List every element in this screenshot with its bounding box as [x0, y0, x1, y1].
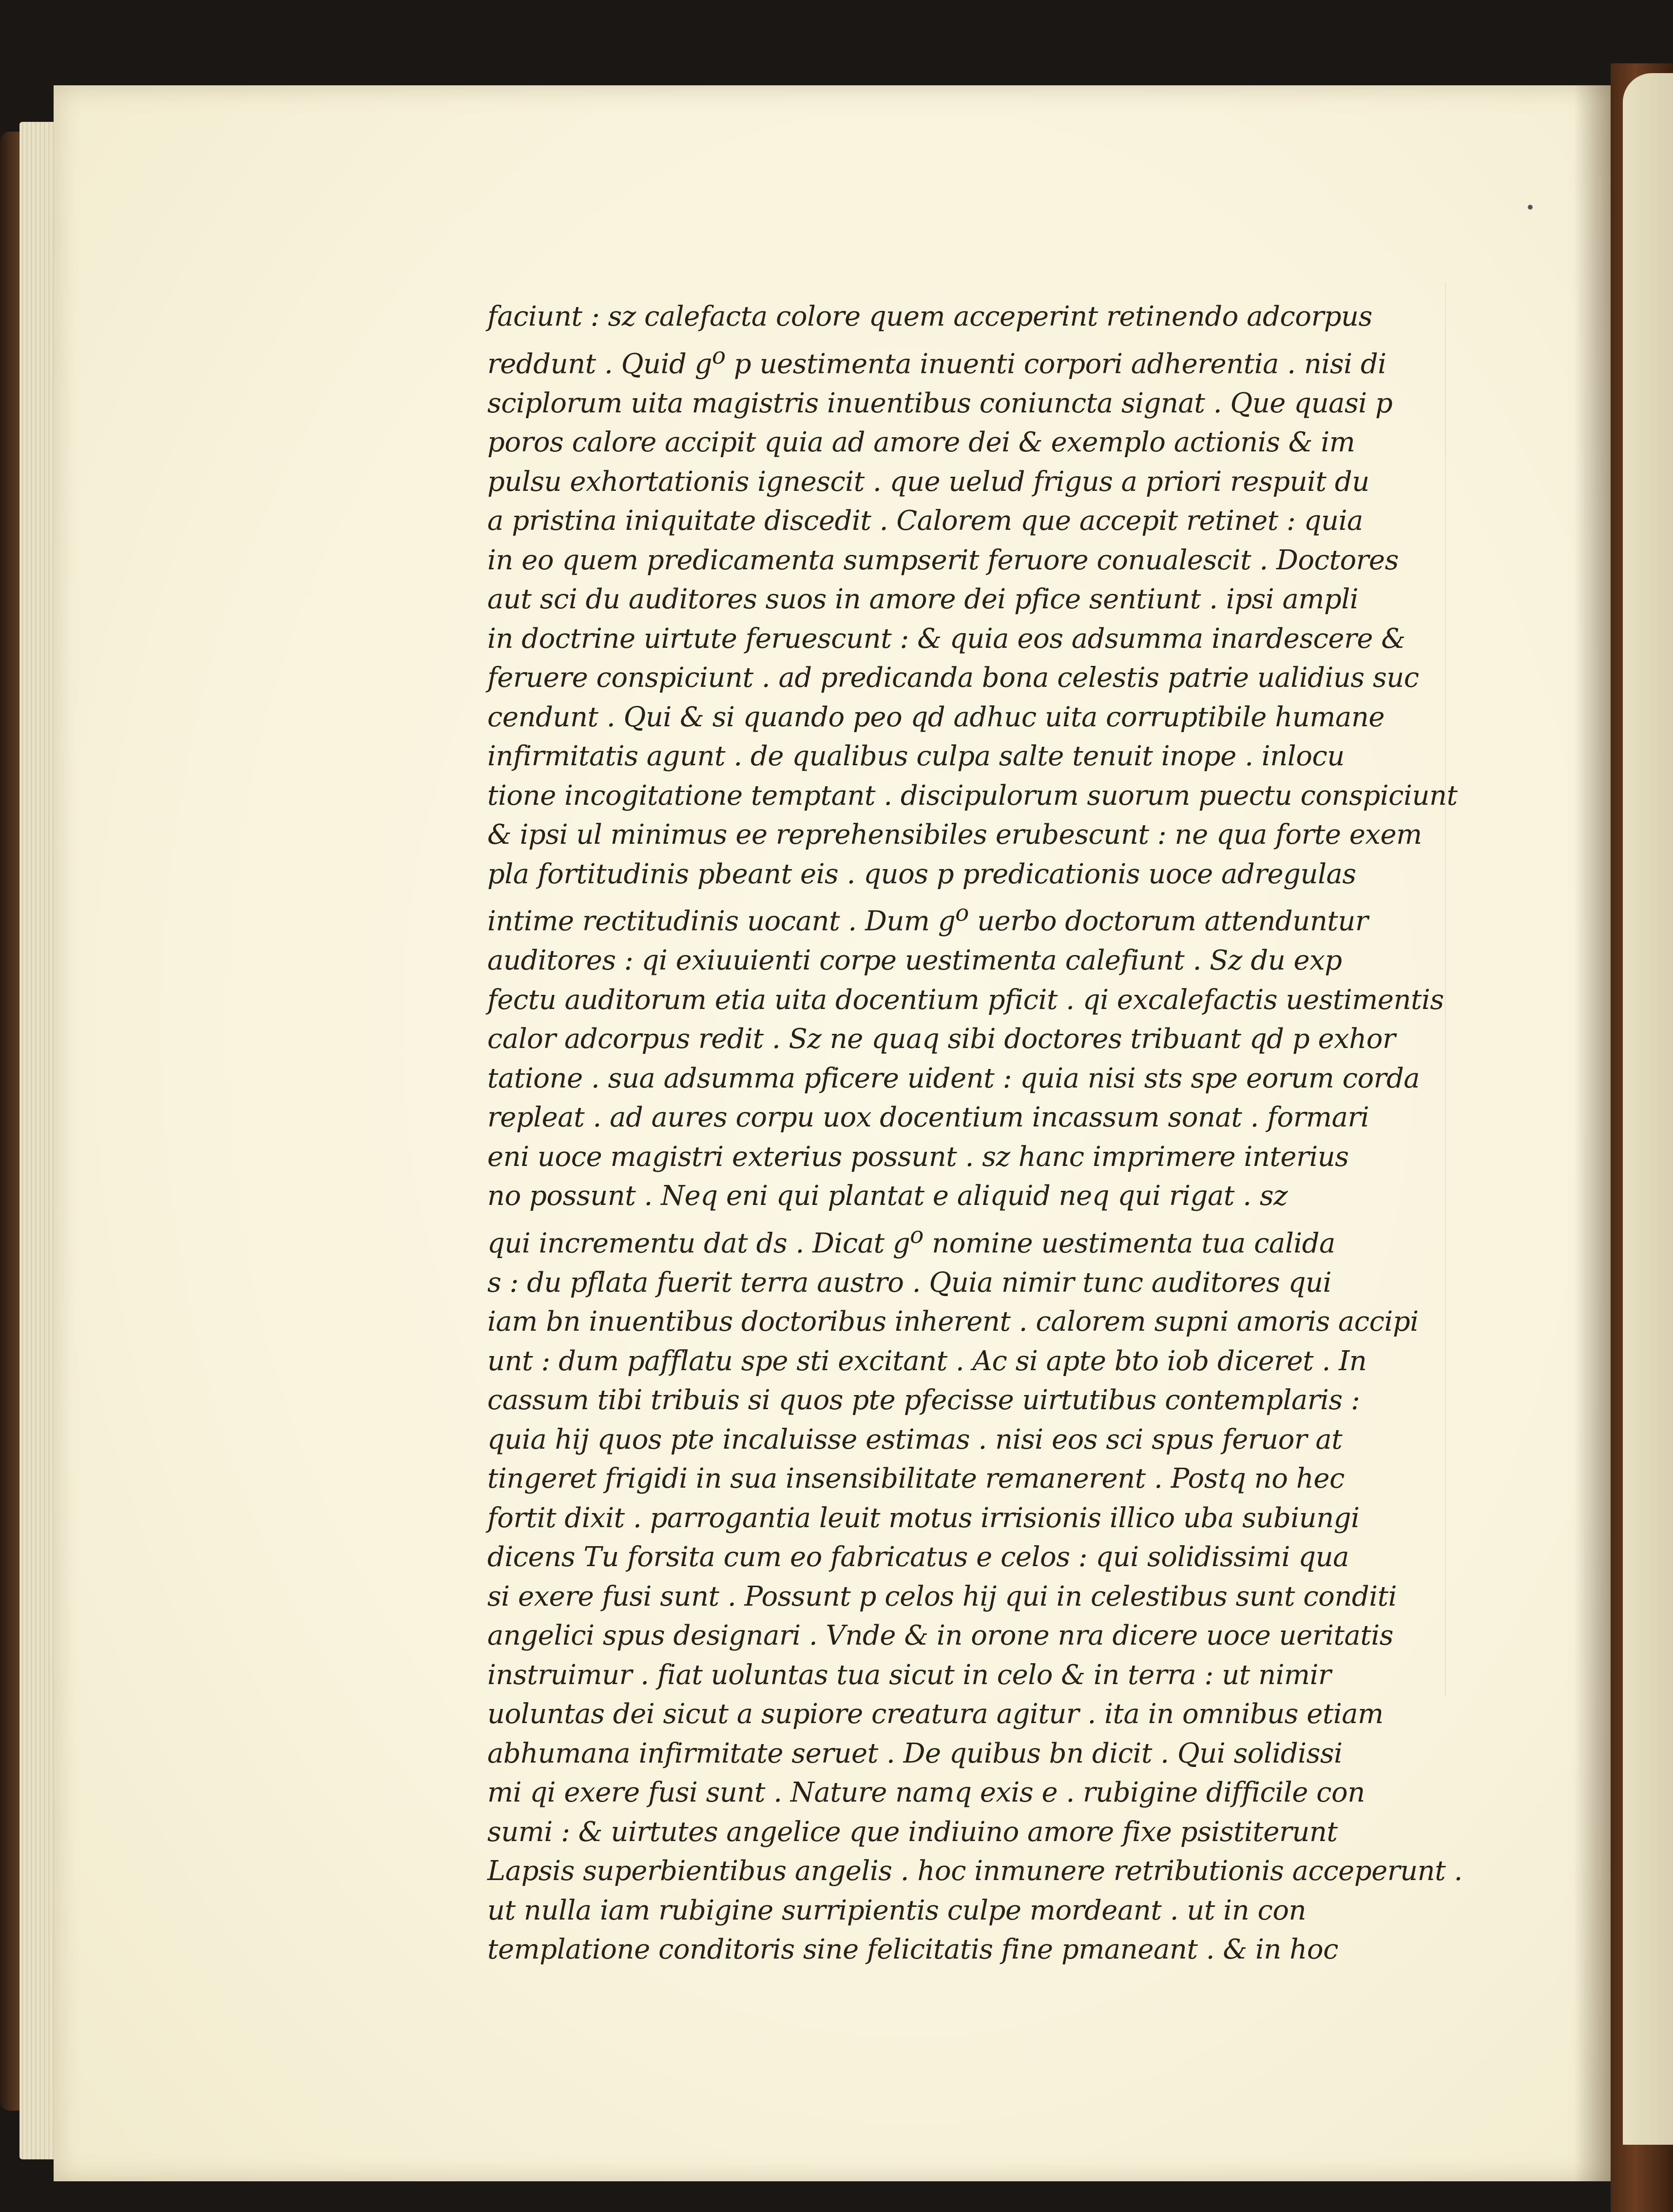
manuscript-line: in eo quem predicamenta sumpserit feruore conualescit . Doctores — [487, 544, 1399, 576]
manuscript-line: cassum tibi tribuis si quos pte pfecisse uirtutibus contemplaris : — [487, 1384, 1360, 1416]
manuscript-line: dicens Tu forsita cum eo fabricatus e celos : qui solidissimi qua — [487, 1541, 1349, 1573]
manuscript-text-column — [487, 297, 1462, 1966]
manuscript-line: fortit dixit . parrogantia leuit motus irrisionis illico uba subiungi — [487, 1502, 1360, 1534]
manuscript-line: eni uoce magistri exterius possunt . sz hanc imprimere interius — [487, 1141, 1349, 1173]
manuscript-line: si exere fusi sunt . Possunt p celos hij qui in celestibus sunt conditi — [487, 1580, 1397, 1612]
next-page-edge — [1623, 73, 1673, 2145]
gutter-shadow — [1574, 85, 1613, 2181]
manuscript-line: tatione . sua adsumma pficere uident : quia nisi sts spe eorum corda — [487, 1062, 1420, 1094]
manuscript-line: a pristina iniquitate discedit . Calorem que accepit retinet : quia — [487, 505, 1363, 537]
manuscript-line: templatione conditoris sine felicitatis fine pmaneant . & in hoc — [487, 1934, 1338, 1966]
manuscript-line: sciplorum uita magistris inuentibus coniuncta signat . Que quasi p — [487, 387, 1393, 419]
manuscript-line: reddunt . Quid $g^o$ p uestimenta inuenti corpori adherentia . nisi di — [487, 343, 1386, 380]
manuscript-line: no possunt . Neq eni qui plantat e aliquid neq qui rigat . sz — [487, 1180, 1288, 1212]
manuscript-line: tione incogitatione temptant . discipulorum suorum puectu conspiciunt — [487, 779, 1458, 812]
manuscript-line: repleat . ad aures corpu uox docentium incassum sonat . formari — [487, 1102, 1369, 1134]
manuscript-line: cendunt . Qui & si quando peo qd adhuc uita corruptibile humane — [487, 701, 1385, 733]
manuscript-line: fectu auditorum etia uita docentium pficit . qi excalefactis uestimentis — [487, 984, 1444, 1016]
manuscript-line: auditores : qi exiuuienti corpe uestimenta calefiunt . Sz du exp — [487, 945, 1342, 977]
manuscript-line: pulsu exhortationis ignescit . que uelud frigus a priori respuit du — [487, 466, 1369, 498]
manuscript-line: instruimur . fiat uoluntas tua sicut in celo & in terra : ut nimir — [487, 1659, 1331, 1691]
manuscript-line: intime rectitudinis uocant . Dum $g^o$ uerbo doctorum attenduntur — [487, 900, 1368, 937]
manuscript-line: s : du pflata fuerit terra austro . Quia nimir tunc auditores qui — [487, 1266, 1331, 1299]
manuscript-line: Lapsis superbientibus angelis . hoc inmunere retributionis acceperunt . — [487, 1855, 1462, 1887]
manuscript-line: qui incrementu dat ds . Dicat $g^o$ nomine uestimenta tua calida — [487, 1222, 1335, 1260]
manuscript-line: iam bn inuentibus doctoribus inherent . calorem supni amoris accipi — [487, 1306, 1419, 1338]
manuscript-line: infirmitatis agunt . de qualibus culpa salte tenuit inope . inlocu — [487, 740, 1345, 773]
manuscript-line: & ipsi ul minimus ee reprehensibiles erubescunt : ne qua forte exem — [487, 819, 1422, 851]
manuscript-line: calor adcorpus redit . Sz ne quaq sibi doctores tribuant qd p exhor — [487, 1023, 1396, 1055]
manuscript-line: mi qi exere fusi sunt . Nature namq exis e . rubigine difficile con — [487, 1777, 1365, 1809]
pencil-dot-mark — [1528, 205, 1533, 210]
manuscript-line: sumi : & uirtutes angelice que indiuino amore fixe psistiterunt — [487, 1816, 1338, 1848]
manuscript-line: quia hij quos pte incaluisse estimas . nisi eos sci spus feruor at — [487, 1423, 1343, 1455]
manuscript-line: feruere conspiciunt . ad predicanda bona celestis patrie ualidius suc — [487, 662, 1419, 694]
margin-ruling — [1445, 283, 1446, 1696]
manuscript-line: abhumana infirmitate seruet . De quibus bn dicit . Qui solidissi — [487, 1737, 1343, 1769]
manuscript-line: poros calore accipit quia ad amore dei & exemplo actionis & im — [487, 427, 1355, 459]
manuscript-line: angelici spus designari . Vnde & in orone nra dicere uoce ueritatis — [487, 1620, 1393, 1652]
manuscript-line: aut sci du auditores suos in amore dei pfice sentiunt . ipsi ampli — [487, 583, 1359, 616]
manuscript-line: pla fortitudinis pbeant eis . quos p predicationis uoce adregulas — [487, 858, 1356, 890]
manuscript-line: ut nulla iam rubigine surripientis culpe mordeant . ut in con — [487, 1894, 1307, 1926]
manuscript-line: unt : dum pafflatu spe sti excitant . Ac si apte bto iob diceret . In — [487, 1345, 1367, 1377]
manuscript-line: tingeret frigidi in sua insensibilitate remanerent . Postq no hec — [487, 1463, 1345, 1495]
manuscript-line: faciunt : sz calefacta colore quem acceperint retinendo adcorpus — [487, 301, 1372, 332]
manuscript-line: in doctrine uirtute feruescunt : & quia eos adsumma inardescere & — [487, 622, 1405, 655]
manuscript-line: uoluntas dei sicut a supiore creatura agitur . ita in omnibus etiam — [487, 1698, 1384, 1730]
